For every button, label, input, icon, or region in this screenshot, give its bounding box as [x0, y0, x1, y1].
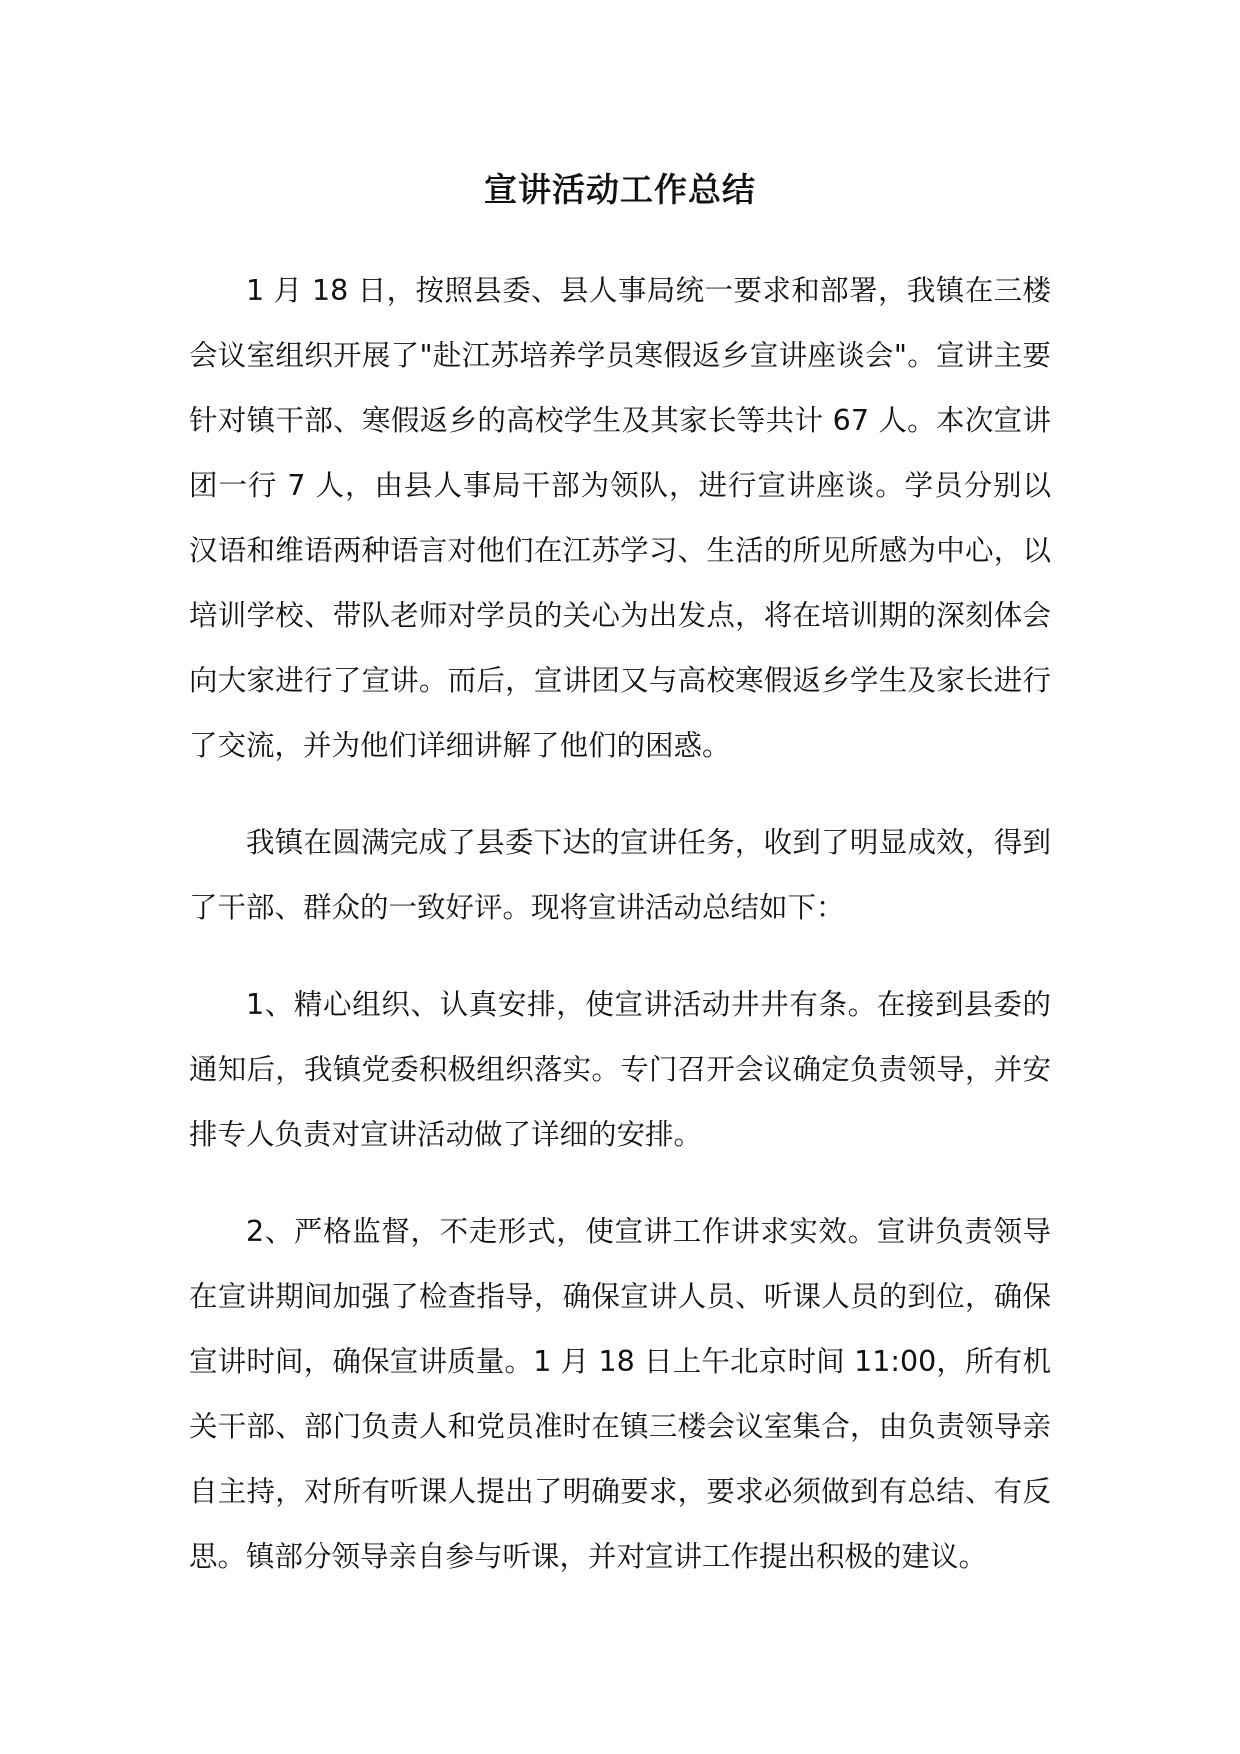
paragraph-4: 2、严格监督，不走形式，使宣讲工作讲求实效。宣讲负责领导在宣讲期间加强了检查指导，确保宣讲人员、听课人员的到位，确保宣讲时间，确保宣讲质量。1 月 18 日上午北京时间 11:00，所有机关干部、部门负责人和党员准时在镇三楼会议室集合，由负责领导亲自主持，对所有听课人提出了明确要求，要求必须做到有总结、有反思。镇部分领导亲自参与听课，并对宣讲工作提出积极的建议。 [189, 1215, 1051, 1573]
paragraph-3: 1、精心组织、认真安排，使宣讲活动井井有条。在接到县委的通知后，我镇党委积极组织落实。专门召开会议确定负责领导，并安排专人负责对宣讲活动做了详细的安排。 [189, 988, 1051, 1151]
document-title: 宣讲活动工作总结 [484, 170, 756, 209]
document-body [189, 258, 1051, 1621]
paragraph-2: 我镇在圆满完成了县委下达的宣讲任务，收到了明显成效，得到了干部、群众的一致好评。现将宣讲活动总结如下： [189, 826, 1051, 924]
paragraph-1: 1 月 18 日，按照县委、县人事局统一要求和部署，我镇在三楼会议室组织开展了"赴江苏培养学员寒假返乡宣讲座谈会"。宣讲主要针对镇干部、寒假返乡的高校学生及其家长等共计 67 人。本次宣讲团一行 7 人，由县人事局干部为领队，进行宣讲座谈。学员分别以汉语和维语两种语言对他们在江苏学习、生活的所见所感为中心，以培训学校、带队老师对学员的关心为出发点，将在培训期的深刻体会向大家进行了宣讲。而后，宣讲团又与高校寒假返乡学生及家长进行了交流，并为他们详细讲解了他们的困惑。 [189, 274, 1051, 762]
